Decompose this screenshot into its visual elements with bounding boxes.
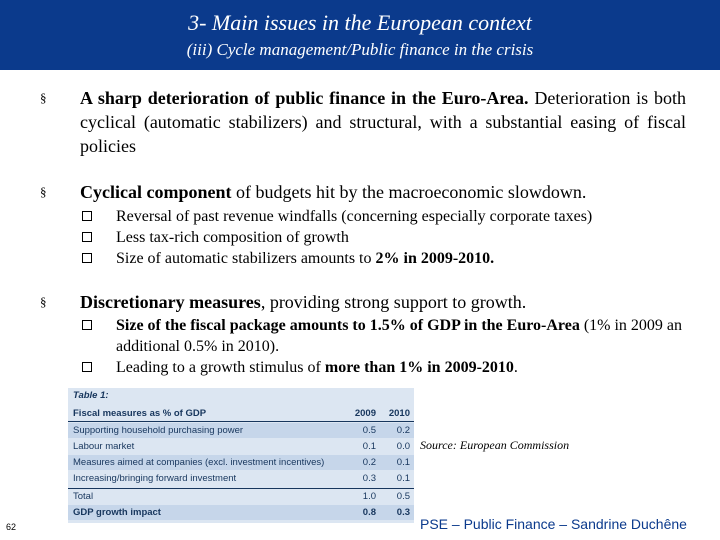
bullet-text [80,180,686,204]
table-row-total [68,488,414,504]
page-number: 62 [6,522,17,532]
sub-text-rest: . [513,359,518,376]
table-header-2010: 2010 [388,408,410,419]
table-header-label: Fiscal measures as % of GDP [73,408,207,419]
sub-text: Reversal of past revenue windfalls (concerning especially corporate taxes) [116,208,593,225]
sub-text-bold: 2% in 2009-2010. [375,250,495,267]
table-cell-label: Total [73,491,94,502]
source-note: Source: European Commission [420,438,570,452]
table-cell-2010: 0.2 [396,425,410,436]
slide-footer: PSE – Public Finance – Sandrine Duchêne [420,516,687,532]
table-header-row [68,406,414,422]
bullet-rest: , providing strong support to growth. [260,292,527,312]
sub-item [82,248,686,269]
bullet-bold: Discretionary measures [80,292,261,312]
table-cell-label: Supporting household purchasing power [73,425,244,436]
sub-text: Less tax-rich composition of growth [116,229,349,246]
bullet-bold: A sharp deterioration of public finance in the Euro-Area. [80,88,529,108]
fiscal-measures-table [68,388,414,523]
checkbox-square-icon [82,320,92,330]
checkbox-square-icon [82,362,92,372]
bullet-mark: § [40,90,47,105]
bullet-text [80,290,686,314]
table-cell-label: Measures aimed at companies (excl. investment incentives) [73,457,325,468]
bullet-public-finance [40,86,686,158]
bullet-rest: Deterioration is both cyclical (automatic stabilizers) and structural, with a substantial easing of fiscal policies [80,88,687,156]
table-cell-2010: 0.1 [396,457,410,468]
sub-item [82,206,686,227]
bullet-discretionary [40,290,686,314]
table-cell-2009: 0.5 [362,425,376,436]
table-row-gdp-impact [68,505,414,520]
sub-item [82,357,686,378]
checkbox-square-icon [82,232,92,242]
sub-text [116,248,686,269]
table-cell-2009: 0.2 [362,457,376,468]
table-row [68,471,414,486]
table-row [68,423,414,438]
table-cell-2009: 1.0 [362,491,376,502]
slide-subtitle: (iii) Cycle management/Public finance in the crisis [186,40,534,59]
table-cell-label: GDP growth impact [73,507,161,518]
bullet-mark: § [40,184,47,199]
sub-text-rest: (1% in 2009 an additional 0.5% in 2010). [116,317,683,355]
table-cell-2009: 0.8 [362,507,376,518]
table-cell-2009: 0.1 [362,441,376,452]
bullet-text [80,86,686,158]
sub-text [116,315,686,357]
bullet-cyclical [40,180,686,204]
sub-text-pre: Size of automatic stabilizers amounts to [116,250,376,267]
table-cell-2010: 0.1 [396,473,410,484]
sub-text-bold: more than 1% in 2009-2010 [324,359,514,376]
sub-item [82,315,686,357]
table-cell-2010: 0.3 [396,507,410,518]
slide-header [0,0,720,70]
table-cell-2010: 0.5 [396,491,410,502]
table-row [68,455,414,470]
bullet-rest: of budgets hit by the macroeconomic slowdown. [231,182,587,202]
table-caption: Table 1: [73,390,109,401]
table-cell-label: Increasing/bringing forward investment [73,473,237,484]
sub-item [82,227,686,248]
checkbox-square-icon [82,253,92,263]
table-cell-label: Labour market [73,441,135,452]
sub-text-bold: Size of the fiscal package amounts to 1.5% of GDP in the Euro-Area [116,317,580,334]
slide-title: 3- Main issues in the European context [188,10,532,35]
sub-text-pre: Leading to a growth stimulus of [116,359,325,376]
table-cell-2009: 0.3 [362,473,376,484]
sub-text [116,357,686,378]
table-cell-2010: 0.0 [396,441,410,452]
table-header-2009: 2009 [354,408,376,419]
table-row [68,439,414,454]
checkbox-square-icon [82,211,92,221]
bullet-mark: § [40,294,47,309]
bullet-bold: Cyclical component [80,182,232,202]
